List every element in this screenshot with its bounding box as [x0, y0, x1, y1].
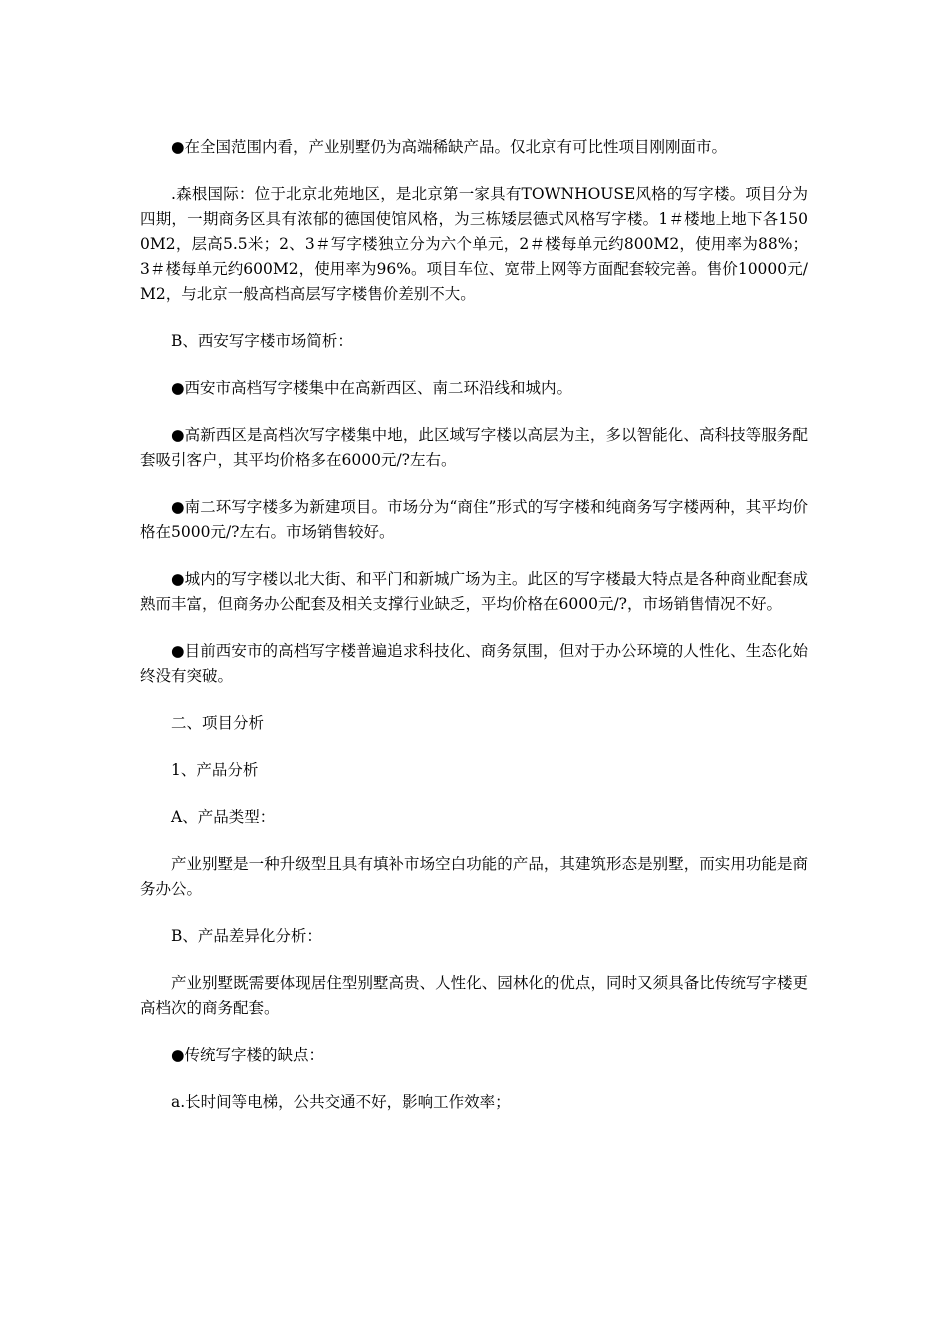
subheading-product-type: A、产品类型：	[171, 808, 276, 826]
paragraph-elevator-wait: a.长时间等电梯，公共交通不好，影响工作效率；	[171, 1093, 511, 1111]
paragraph-product-type: 产业别墅是一种升级型且具有填补市场空白功能的产品，其建筑形态是别墅，而实用功能是商务办公。	[140, 855, 808, 898]
document-body	[140, 135, 808, 1137]
section-heading-xian-market: B、西安写字楼市场简析：	[171, 332, 353, 350]
paragraph-sengen-international: .森根国际：位于北京北苑地区，是北京第一家具有TOWNHOUSE风格的写字楼。项目分为四期，一期商务区具有浓郁的德国使馆风格，为三栋矮层德式风格写字楼。1＃楼地上地下各1500M2，层高5.5米；2、3＃写字楼独立分为六个单元，2＃楼每单元约800M2，使用率为88%；3＃楼每单元约600M2，使用率为96%。项目车位、宽带上网等方面配套较完善。售价10000元/ M2，与北京一般高档高层写字楼售价差别不大。	[140, 185, 808, 303]
paragraph-current-trend: ●目前西安市的高档写字楼普遍追求科技化、商务氛围，但对于办公环境的人性化、生态化始终没有突破。	[140, 642, 808, 685]
subheading-product-analysis: 1、产品分析	[171, 761, 259, 779]
paragraph-gaoxin-west: ●高新西区是高档次写字楼集中地，此区域写字楼以高层为主，多以智能化、高科技等服务配套吸引客户，其平均价格多在6000元/?左右。	[140, 426, 808, 469]
subheading-differentiation: B、产品差异化分析：	[171, 927, 322, 945]
paragraph-south-second-ring: ●南二环写字楼多为新建项目。市场分为“商住”形式的写字楼和纯商务写字楼两种，其平均价格在5000元/?左右。市场销售较好。	[140, 498, 808, 541]
paragraph-traditional-drawbacks: ●传统写字楼的缺点：	[171, 1046, 325, 1064]
paragraph-differentiation: 产业别墅既需要体现居住型别墅高贵、人性化、园林化的优点，同时又须具备比传统写字楼更高档次的商务配套。	[140, 974, 808, 1017]
paragraph-inner-city: ●城内的写字楼以北大街、和平门和新城广场为主。此区的写字楼最大特点是各种商业配套成熟而丰富，但商务办公配套及相关支撑行业缺乏，平均价格在6000元/?，市场销售情况不好。	[140, 570, 808, 613]
section-heading-project-analysis: 二、项目分析	[171, 714, 265, 732]
paragraph-xian-distribution: ●西安市高档写字楼集中在高新西区、南二环沿线和城内。	[171, 379, 573, 397]
paragraph-national-overview: ●在全国范围内看，产业别墅仍为高端稀缺产品。仅北京有可比性项目刚刚面市。	[171, 138, 728, 156]
